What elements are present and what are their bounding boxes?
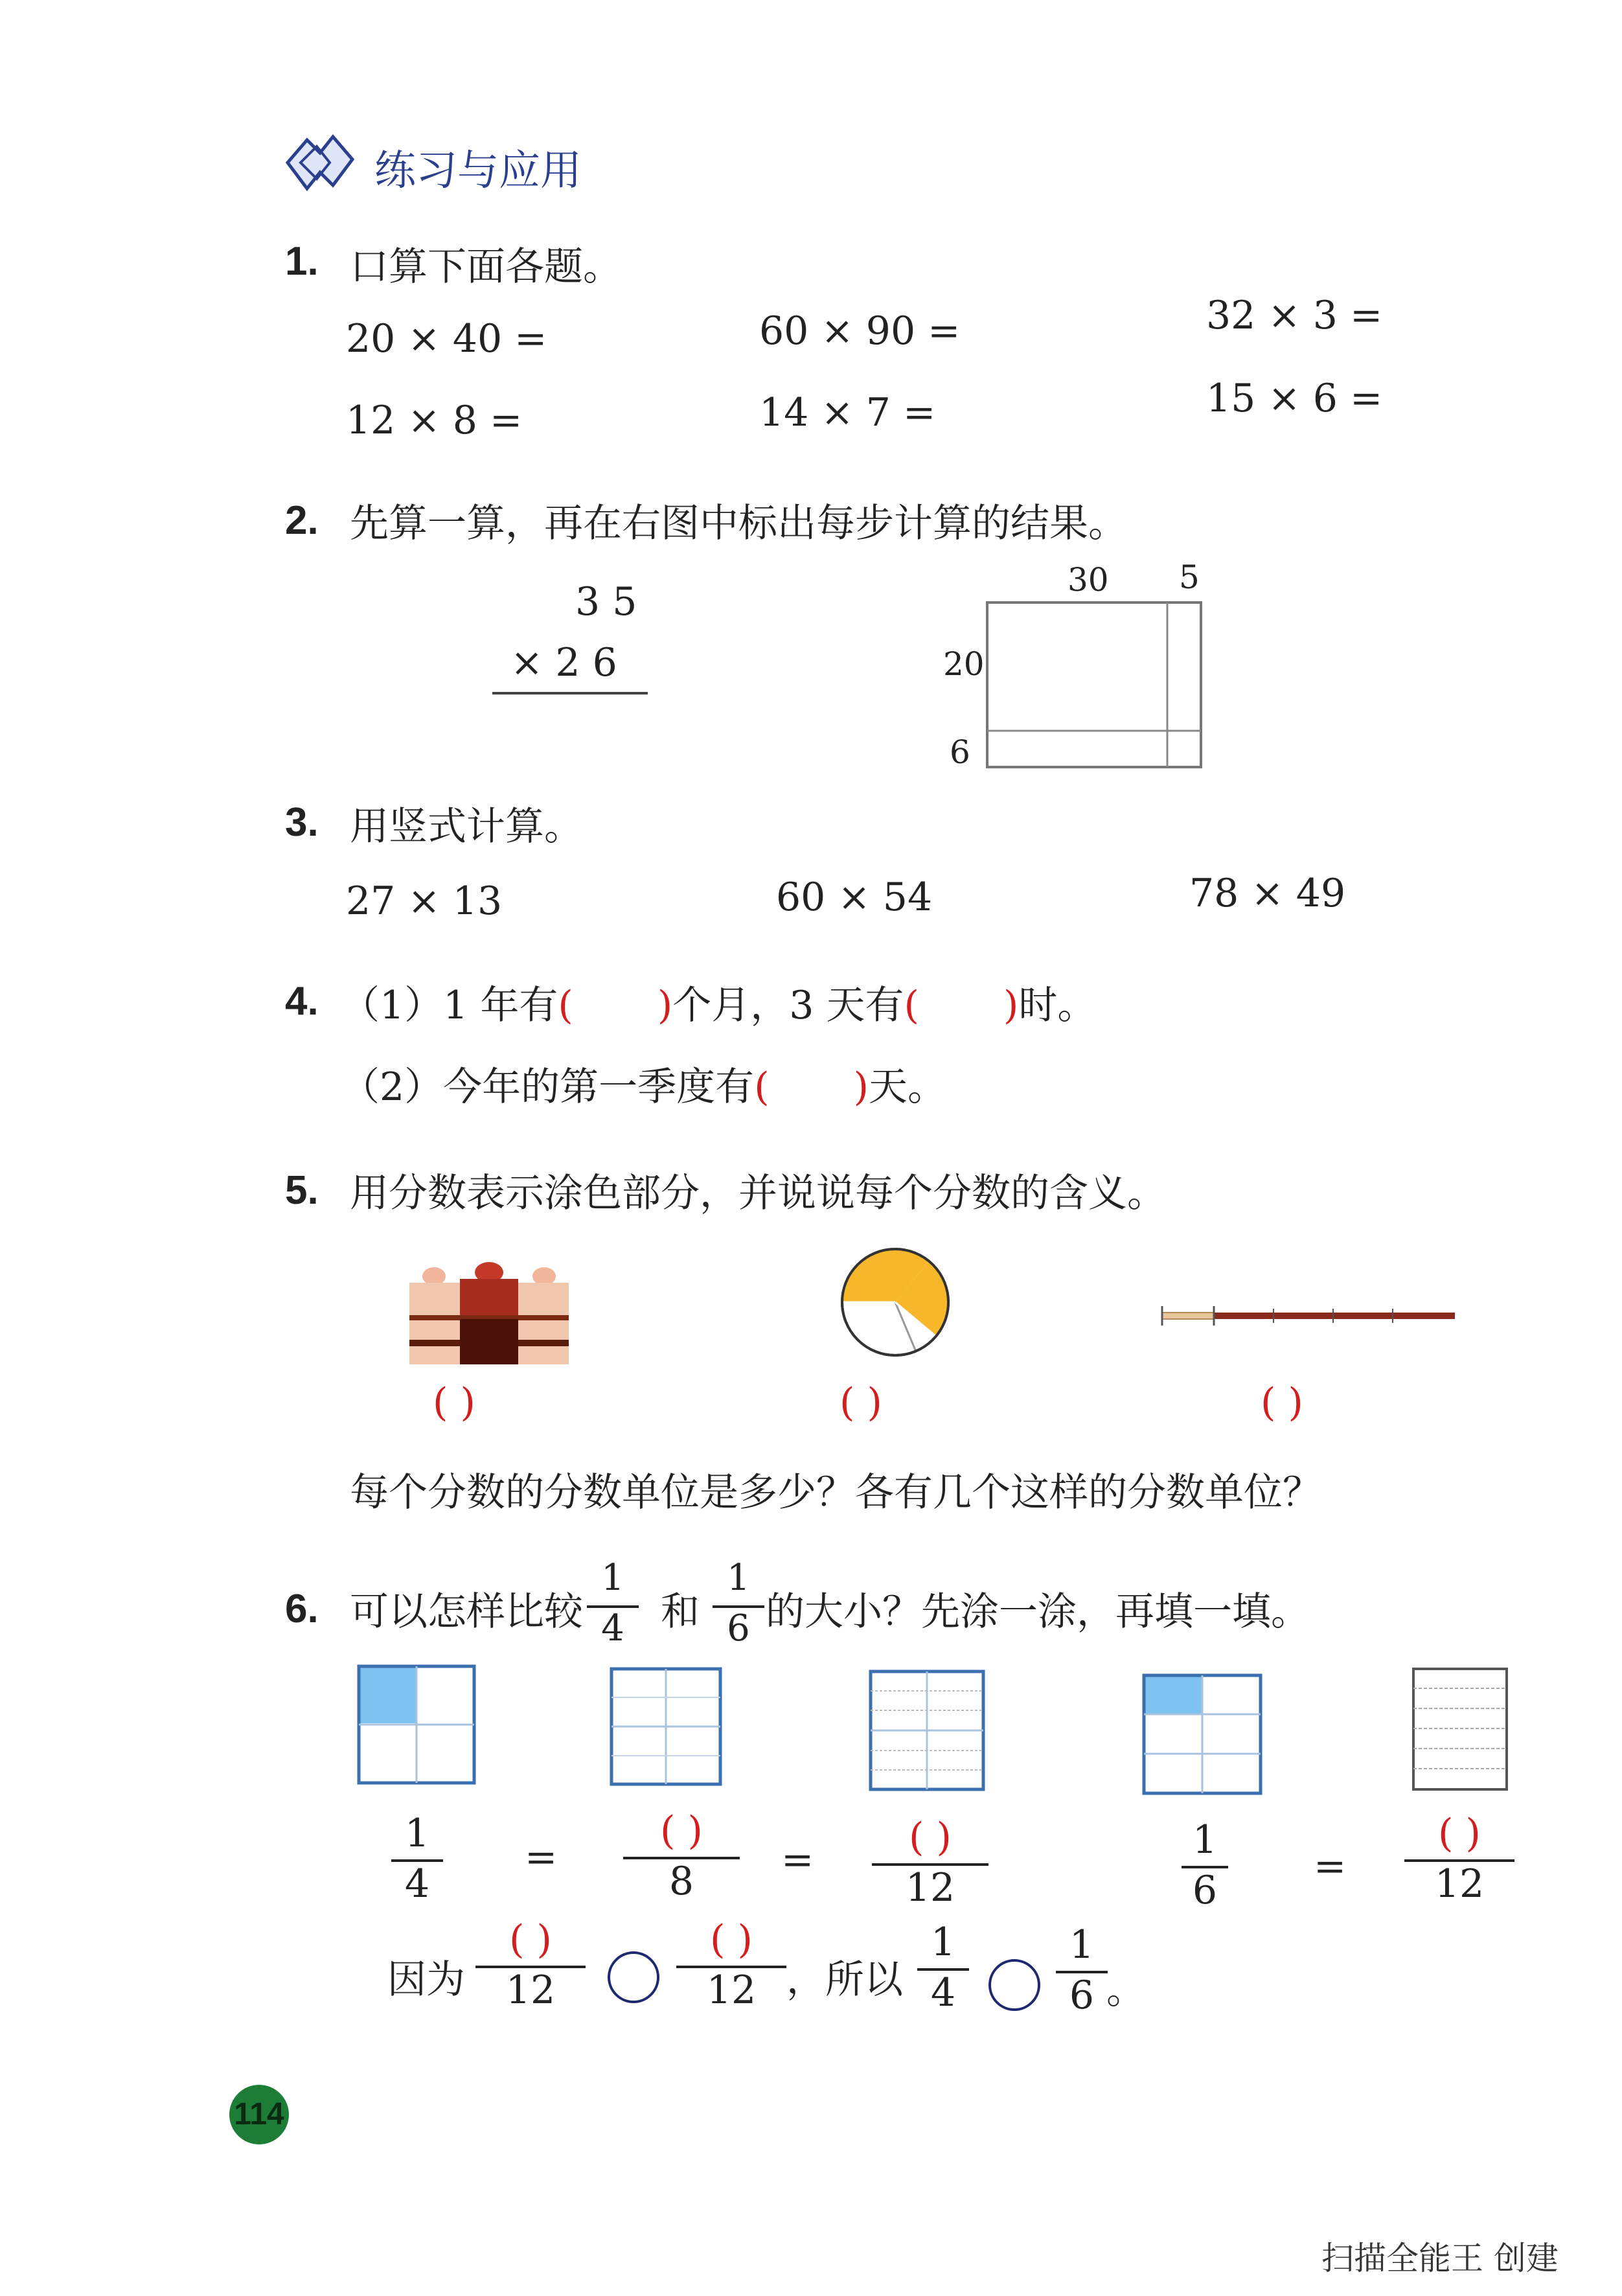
- period: 。: [1106, 1968, 1145, 2013]
- row-frac-blank-8[interactable]: ( ) 8: [623, 1811, 740, 1905]
- page-number: 114: [229, 2085, 289, 2144]
- so-frac-1-4: 1 4: [917, 1923, 969, 2016]
- q4-l1c: 时。: [1018, 983, 1097, 1028]
- row-frac-blank-12[interactable]: ( ) 12: [872, 1818, 988, 1911]
- grid-sixths-shaded[interactable]: [1141, 1673, 1263, 1796]
- compare-circle-2[interactable]: [988, 1959, 1040, 2011]
- q4-l2b: 天。: [869, 1064, 947, 1110]
- grid-twelfths-right[interactable]: [1411, 1666, 1509, 1793]
- equals-sign: =: [525, 1835, 558, 1880]
- grid-label-20: 20: [943, 645, 985, 683]
- mult-line: [492, 692, 648, 695]
- scanner-watermark: 扫描全能王 创建: [1321, 2240, 1559, 2277]
- q5-blank-1[interactable]: ( ): [433, 1380, 475, 1425]
- grid-twelfths[interactable]: [868, 1669, 986, 1792]
- q1-text: 口算下面各题。: [350, 244, 622, 290]
- cake-image: [408, 1257, 570, 1367]
- grid-quarters-shaded[interactable]: [356, 1664, 477, 1785]
- blank-close: ): [1003, 983, 1019, 1028]
- q6-text-c: 的大小？先涂一涂，再填一填。: [766, 1589, 1310, 1635]
- grid-eighths[interactable]: [609, 1666, 723, 1787]
- q4-number: 4.: [285, 979, 319, 1024]
- q5-question: 每个分数的分数单位是多少？各有几个这样的分数单位？: [350, 1470, 1321, 1515]
- grid-label-5: 5: [1179, 558, 1200, 596]
- q6-frac-1-4: 1 4: [587, 1560, 639, 1653]
- grid-label-6: 6: [950, 733, 970, 771]
- so-frac-1-6: 1 6: [1056, 1925, 1108, 2019]
- q4-l1b: 个月，3 天有: [672, 983, 904, 1028]
- row-frac-blank-12-right[interactable]: ( ) 12: [1404, 1814, 1514, 1907]
- because-label: 因为: [387, 1957, 465, 2003]
- blank-open: (: [558, 983, 573, 1028]
- q4-l1a: （1）1 年有: [341, 983, 558, 1028]
- q1-item: 15 × 6 =: [1206, 376, 1383, 421]
- pie-image: [838, 1245, 952, 1359]
- q4-l2a: （2）今年的第一季度有: [341, 1064, 755, 1110]
- q1-item: 60 × 90 =: [759, 308, 961, 354]
- row-frac-1-4: 1 4: [372, 1814, 463, 1907]
- q6-number: 6.: [285, 1587, 319, 1631]
- q6-text-a: 可以怎样比较: [350, 1589, 583, 1635]
- q3-item: 60 × 54: [776, 875, 933, 920]
- q3-item: 78 × 49: [1189, 871, 1346, 916]
- q5-blank-3[interactable]: ( ): [1261, 1380, 1303, 1425]
- grid-label-30: 30: [1068, 561, 1109, 599]
- q4-line2: [341, 1056, 946, 1112]
- q1-item: 32 × 3 =: [1206, 293, 1383, 338]
- section-title: 练习与应用: [374, 147, 582, 195]
- mult-top: 3 5: [575, 579, 637, 625]
- q5-text: 用分数表示涂色部分，并说说每个分数的含义。: [350, 1171, 1166, 1216]
- area-model-grid: [985, 600, 1205, 771]
- equals-sign: =: [1314, 1844, 1347, 1889]
- q1-item: 12 × 8 =: [346, 398, 523, 443]
- compare-circle-1[interactable]: [608, 1951, 659, 2003]
- q2-text: 先算一算，再在右图中标出每步计算的结果。: [350, 501, 1127, 546]
- q5-blank-2[interactable]: ( ): [840, 1380, 882, 1425]
- q5-number: 5.: [285, 1168, 319, 1213]
- row-frac-1-6: 1 6: [1159, 1820, 1250, 1914]
- mult-bottom: × 2 6: [510, 640, 617, 685]
- rope-image: [1159, 1302, 1457, 1328]
- q1-number: 1.: [285, 239, 319, 284]
- so-label: ，所以: [786, 1957, 903, 2003]
- q6-frac-1-6: 1 6: [713, 1560, 764, 1653]
- because-frac-1[interactable]: ( ) 12: [475, 1920, 586, 2014]
- q3-item: 27 × 13: [346, 878, 503, 924]
- because-frac-2[interactable]: ( ) 12: [676, 1920, 786, 2014]
- blank-open: (: [904, 983, 919, 1028]
- q3-text: 用竖式计算。: [350, 804, 583, 849]
- equals-sign: =: [781, 1837, 814, 1883]
- q1-item: 20 × 40 =: [346, 316, 547, 362]
- q1-item: 14 × 7 =: [759, 390, 936, 435]
- q3-number: 3.: [285, 800, 319, 845]
- blank-close: ): [853, 1064, 869, 1110]
- q2-number: 2.: [285, 498, 319, 543]
- blank-close: ): [657, 983, 673, 1028]
- q6-text-b: 和: [661, 1589, 700, 1635]
- puzzle-logo-icon: [281, 127, 359, 198]
- q4-line1: [341, 974, 1096, 1030]
- blank-open: (: [754, 1064, 770, 1110]
